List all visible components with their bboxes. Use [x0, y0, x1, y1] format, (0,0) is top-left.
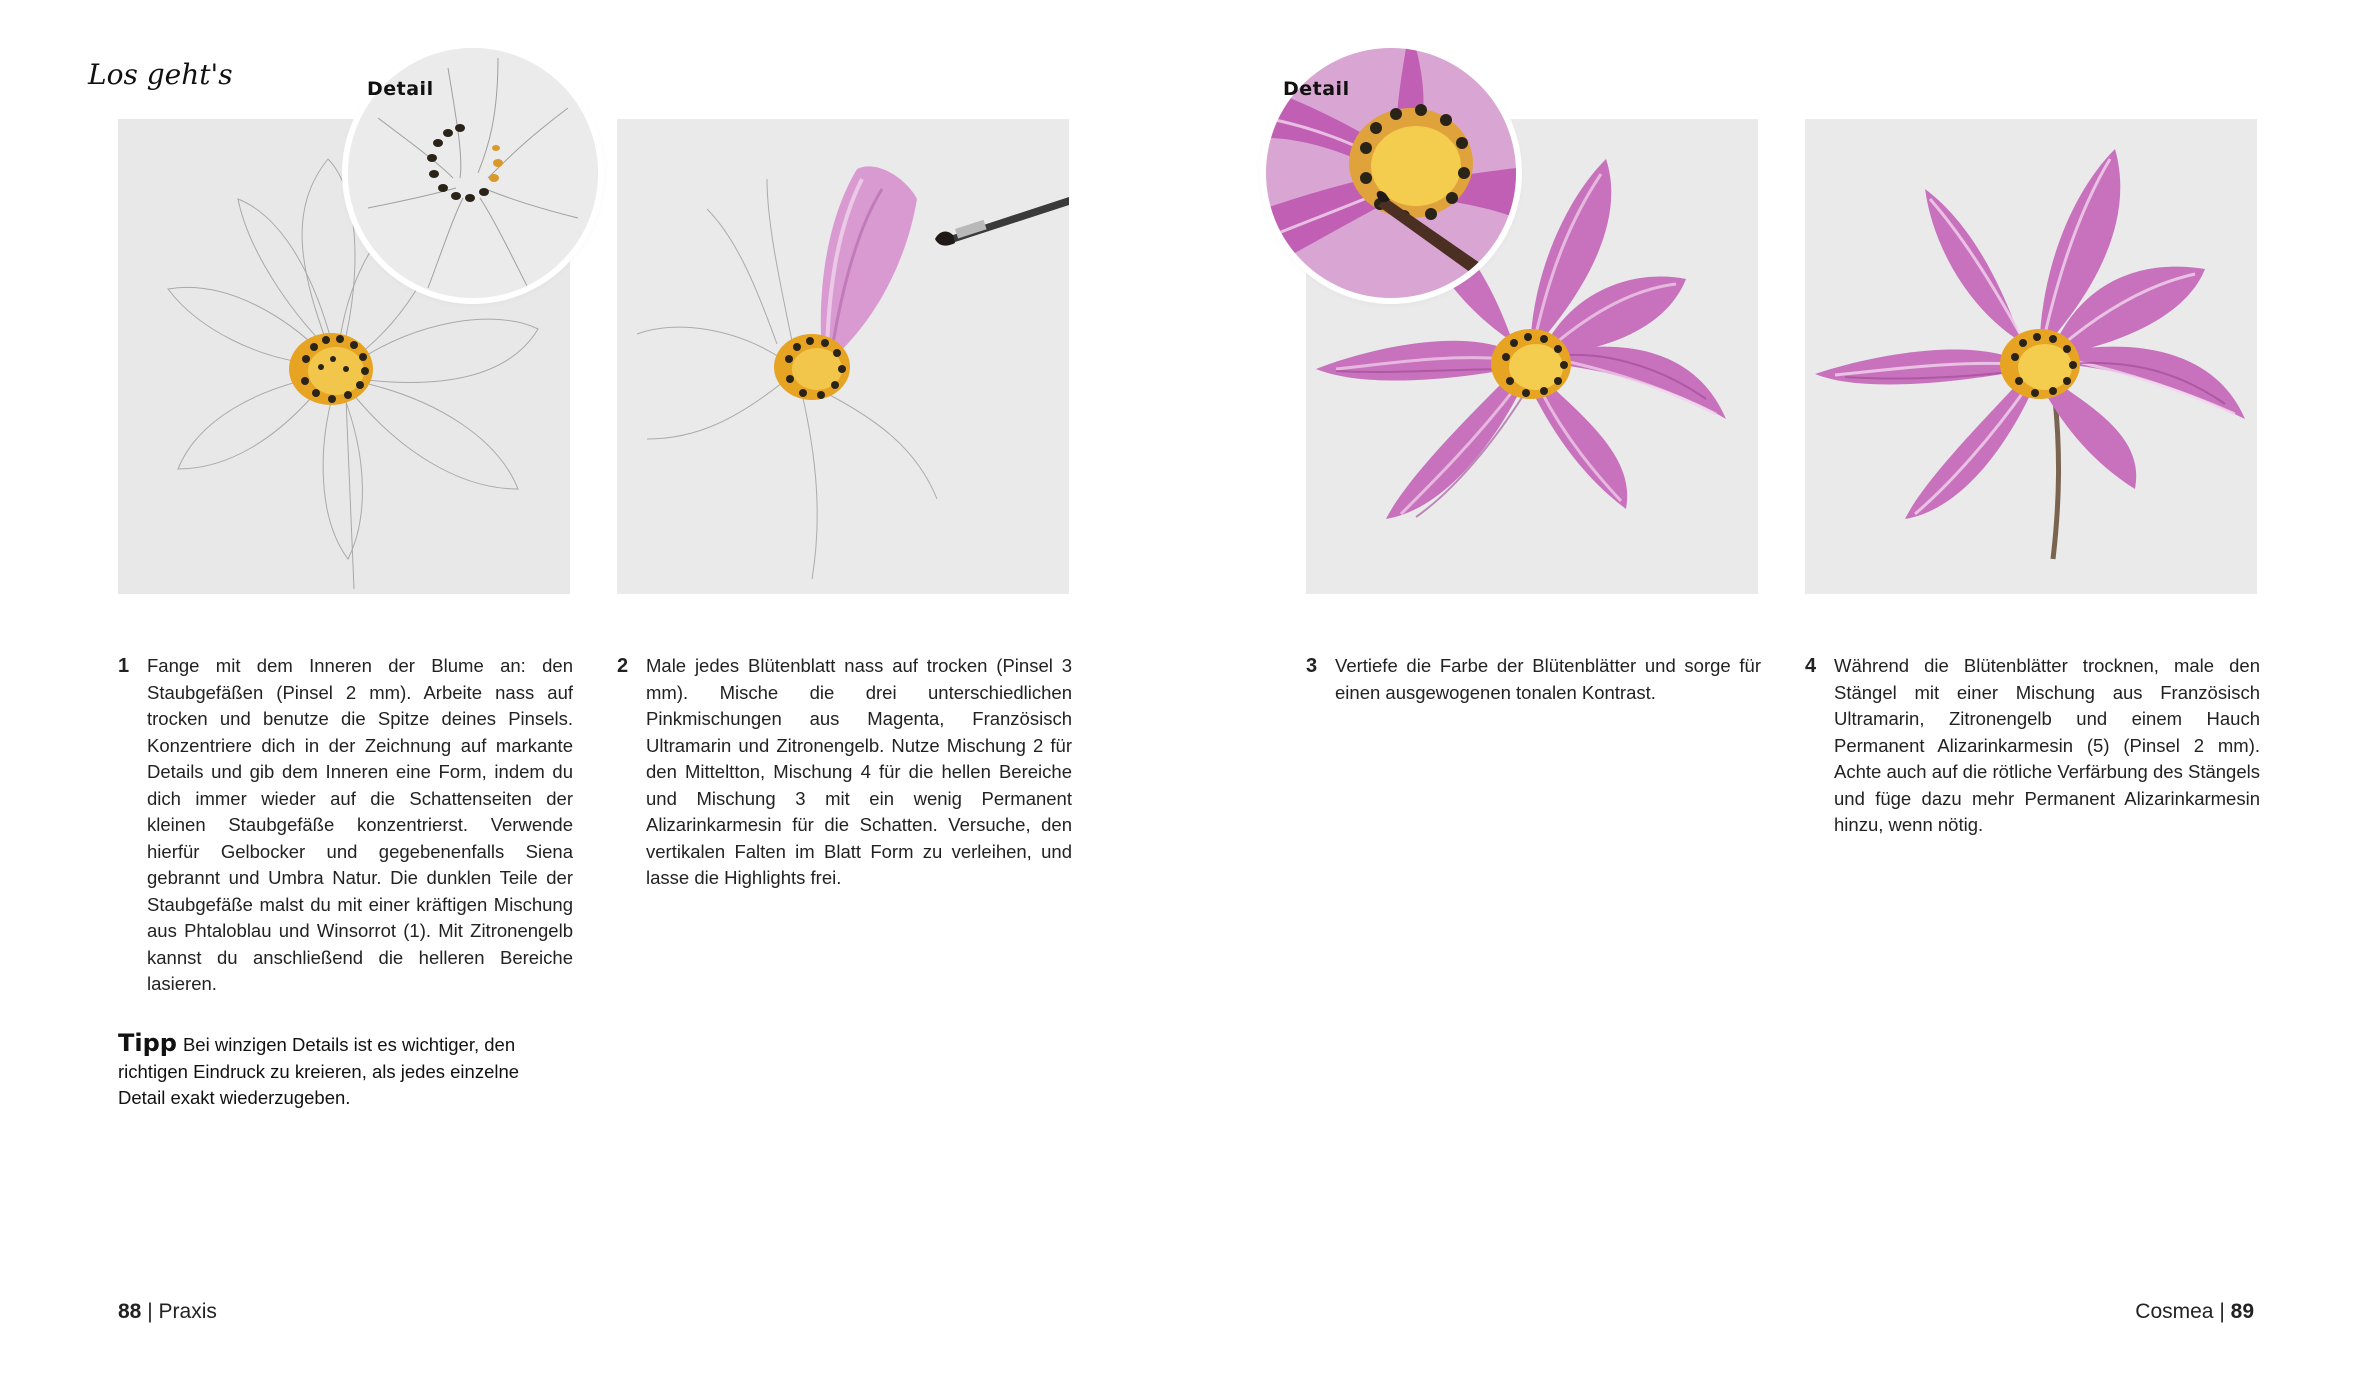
painted-center-2 — [774, 334, 850, 400]
step-number: 1 — [118, 655, 130, 677]
step-number: 3 — [1306, 655, 1318, 677]
step-text: Während die Blütenblätter trocknen, male den Stängel mit einer Mischung aus Französisch Ultramarin, Zitronengelb und einem Hauch Permanent Alizarinkarmesin (5) (Pinsel 2 mm). Achte auch auf die rötliche Verfärbung des Stängels und füge dazu mehr Permanent Alizarinkarmesin hinzu, wenn nötig. — [1834, 655, 2260, 835]
detail-label-2: Detail — [1283, 78, 1350, 100]
finished-flower-illustration — [1805, 119, 2257, 594]
step-1 — [118, 653, 573, 998]
detail-label-1: Detail — [367, 78, 434, 100]
step-text: Vertiefe die Farbe der Blütenblätter und sorge für einen ausgewogenen tonalen Kontrast. — [1335, 655, 1761, 703]
first-petal-illustration — [617, 119, 1069, 594]
step-2-photo — [617, 119, 1069, 594]
page-number-right: 89 — [2230, 1300, 2254, 1323]
step-4 — [1805, 653, 2260, 839]
step-number: 4 — [1805, 655, 1817, 677]
footer-section-left: Praxis — [158, 1300, 217, 1323]
painted-center — [289, 333, 373, 405]
step-number: 2 — [617, 655, 629, 677]
footer-right — [2135, 1300, 2254, 1324]
footer-separator: | — [2219, 1300, 2225, 1323]
section-title: Los geht's — [88, 58, 233, 91]
step-text: Fange mit dem Inneren der Blume an: den Staubgefäßen (Pinsel 2 mm). Arbeite nass auf trocken und benutze die Spitze deines Pinsels. Konzentriere dich in der Zeichnung auf markante Details und gib dem Inneren eine Form, indem du dich immer wieder auf die Schattenseiten der kleinen Staubgefäße konzentrierst. Verwende hierfür Gelbocker und gegebenenfalls Siena gebrannt und Umbra Natur. Die dunklen Teile der Staubgefäße malst du mit einer kräftigen Mischung aus Phtaloblau und Winsorrot (1). Mit Zitronengelb kannst du anschließend die helleren Bereiche lasieren. — [147, 655, 573, 994]
footer-left — [118, 1300, 217, 1324]
tip-label: Tipp — [118, 1029, 177, 1057]
step-text: Male jedes Blütenblatt nass auf trocken (Pinsel 3 mm). Mische die drei unterschiedlichen Pinkmischungen aus Magenta, Französisch Ultramarin und Zitronengelb. Nutze Mischung 2 für den Mitteltton, Mischung 4 für die hellen Bereiche und Mischung 3 mit ein wenig Permanent Alizarinkarmesin für die Schatten. Versuche, den vertikalen Falten im Blatt Form zu verleihen, und lasse die Highlights frei. — [646, 655, 1072, 888]
footer-section-right: Cosmea — [2135, 1300, 2214, 1323]
tip-text: Bei winzigen Details ist es wichtiger, den richtigen Eindruck zu kreieren, als jedes einzelne Detail exakt wiederzugeben. — [118, 1034, 520, 1108]
footer-separator: | — [147, 1300, 153, 1323]
step-2 — [617, 653, 1072, 892]
step-4-photo — [1805, 119, 2257, 594]
step-3 — [1306, 653, 1761, 706]
page-number-left: 88 — [118, 1300, 142, 1323]
tip-box — [118, 1030, 570, 1112]
